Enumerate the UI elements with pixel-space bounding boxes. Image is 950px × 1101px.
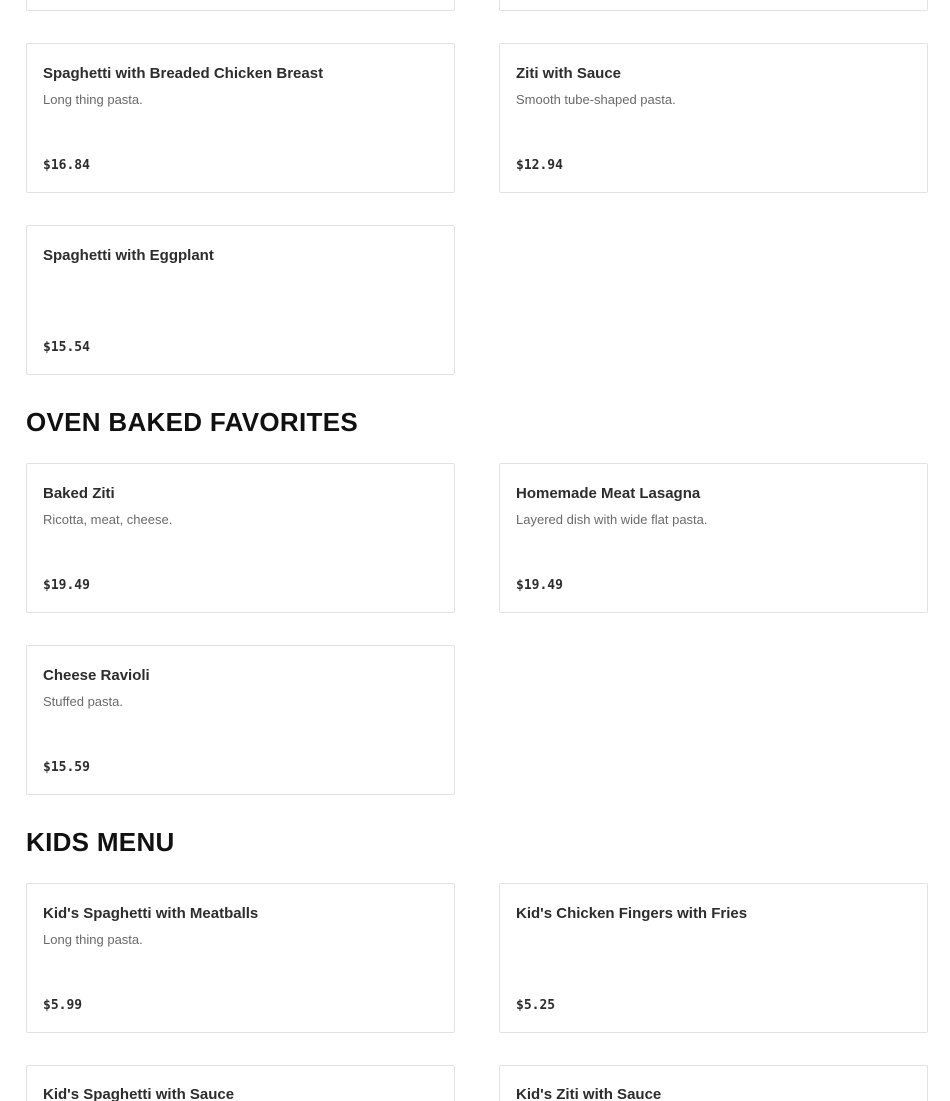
section-title-kids-menu: KIDS MENU xyxy=(26,827,175,857)
menu-item-description: Ricotta, meat, cheese. xyxy=(43,512,173,527)
menu-item-card[interactable] xyxy=(499,43,928,193)
menu-item-price: $5.99 xyxy=(43,998,83,1013)
menu-item-card[interactable] xyxy=(26,0,455,11)
menu-item-description: Long thing pasta. xyxy=(43,932,143,947)
menu-item-description: Stuffed pasta. xyxy=(43,694,123,709)
menu-item-name: Kid's Chicken Fingers with Fries xyxy=(516,905,748,922)
menu-item-card[interactable] xyxy=(26,463,455,613)
menu-item-name: Kid's Spaghetti with Meatballs xyxy=(43,905,259,922)
menu-item-card[interactable] xyxy=(26,883,455,1033)
menu-item-card[interactable] xyxy=(499,883,928,1033)
menu-item-name: Baked Ziti xyxy=(43,485,115,502)
menu-item-price: $5.25 xyxy=(516,998,556,1013)
menu-item-price: $15.59 xyxy=(43,760,90,775)
menu-item-name: Ziti with Sauce xyxy=(516,65,622,82)
menu-item-price: $19.49 xyxy=(516,578,563,593)
menu-item-name: Homemade Meat Lasagna xyxy=(516,485,701,502)
menu-item-card[interactable] xyxy=(26,43,455,193)
menu-item-card[interactable] xyxy=(499,463,928,613)
menu-item-card[interactable] xyxy=(26,225,455,375)
menu-item-card[interactable] xyxy=(26,645,455,795)
menu-item-description: Long thing pasta. xyxy=(43,92,143,107)
menu-item-name: Kid's Spaghetti with Sauce xyxy=(43,1086,235,1101)
menu-item-price: $15.54 xyxy=(43,340,90,355)
menu-item-card[interactable] xyxy=(26,1065,455,1101)
menu-item-price: $12.94 xyxy=(516,158,563,173)
menu-item-name: Spaghetti with Eggplant xyxy=(43,247,214,264)
menu-item-name: Cheese Ravioli xyxy=(43,667,150,684)
menu-item-card[interactable] xyxy=(499,0,928,11)
menu-item-name: Kid's Ziti with Sauce xyxy=(516,1086,662,1101)
menu-item-card[interactable] xyxy=(499,1065,928,1101)
section-title-oven-baked: OVEN BAKED FAVORITES xyxy=(26,407,359,437)
menu-item-price: $16.84 xyxy=(43,158,90,173)
menu-item-price: $19.49 xyxy=(43,578,90,593)
menu-item-description: Layered dish with wide flat pasta. xyxy=(516,512,708,527)
menu-item-name: Spaghetti with Breaded Chicken Breast xyxy=(43,65,324,82)
menu-item-description: Smooth tube-shaped pasta. xyxy=(516,92,676,107)
